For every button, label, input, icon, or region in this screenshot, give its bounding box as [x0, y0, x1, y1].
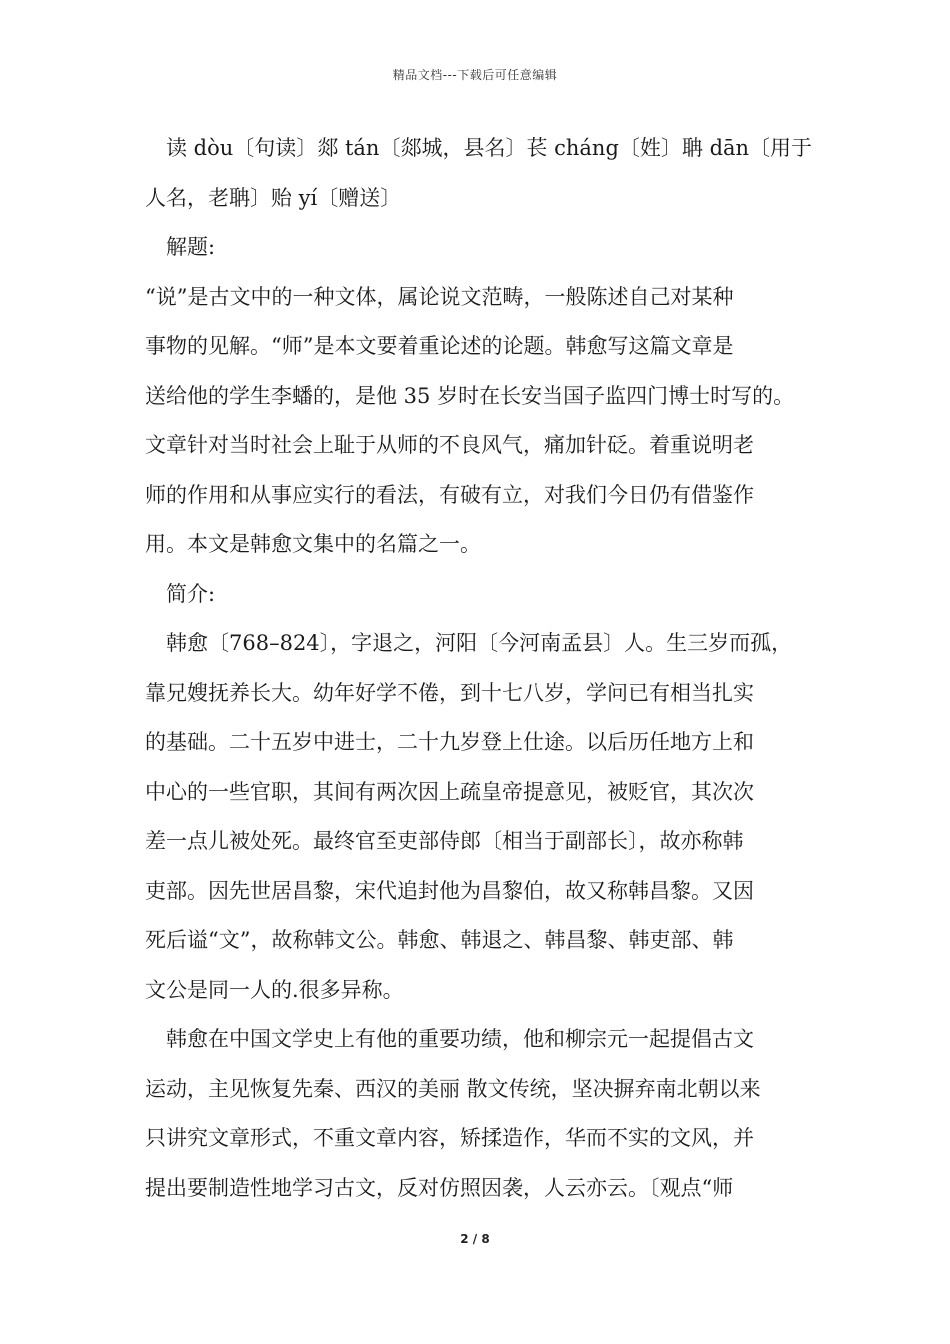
text-line: 只讲究文章形式，不重文章内容，矫揉造作，华而不实的文风，并	[145, 1126, 754, 1150]
text-line: 文公是同一人的.很多异称。	[145, 977, 404, 1002]
text-line: 靠兄嫂抚养长大。幼年好学不倦，到十七八岁，学问已有相当扎实	[145, 680, 754, 705]
text-line: 文章针对当时社会上耻于从师的不良风气，痛加针砭。着重说明老	[145, 433, 754, 457]
text-line: 简介:	[166, 581, 216, 606]
page-header: 精品文档---下载后可任意编辑	[392, 68, 558, 82]
text-line: 提出要制造性地学习古文，反对仿照因袭，人云亦云。〔观点“师	[145, 1175, 734, 1200]
text-line: 吏部。因先世居昌黎，宋代追封他为昌黎伯，故又称韩昌黎。又因	[145, 878, 754, 903]
text-line: “说”是古文中的一种文体，属论说文范畴，一般陈述自己对某种	[145, 284, 734, 309]
text-line: 读 dòu〔句读〕郯 tán〔郯城，县名〕苌 cháng〔姓〕聃 dān〔用于	[166, 136, 813, 160]
text-line: 事物的见解。“师”是本文要着重论述的论题。韩愈写这篇文章是	[145, 334, 734, 358]
text-line: 人名，老聃〕贻 yí〔赠送〕	[145, 185, 402, 210]
text-line: 韩愈〔768–824〕，字退之，河阳〔今河南孟县〕人。生三岁而孤，	[166, 631, 793, 655]
text-line: 差一点儿被处死。最终官至吏部侍郎〔相当于副部长〕，故亦称韩	[145, 829, 744, 853]
text-line: 的基础。二十五岁中进士，二十九岁登上仕途。以后历任地方上和	[145, 730, 754, 754]
document-body	[145, 124, 813, 1213]
text-line: 韩愈在中国文学史上有他的重要功绩，他和柳宗元一起提倡古文	[166, 1027, 754, 1051]
text-line: 送给他的学生李蟠的，是他 35 岁时在长安当国子监四门博士时写的。	[145, 383, 795, 408]
text-line: 死后谥“文”，故称韩文公。韩愈、韩退之、韩昌黎、韩吏部、韩	[145, 928, 734, 952]
text-line: 用。本文是韩愈文集中的名篇之一。	[145, 532, 481, 556]
text-line: 运动，主见恢复先秦、西汉的美丽 散文传统，坚决摒弃南北朝以来	[145, 1076, 761, 1101]
text-line: 中心的一些官职，其间有两次因上疏皇帝提意见，被贬官，其次次	[145, 779, 754, 804]
page-number: 2 / 8	[460, 1232, 490, 1246]
text-line: 师的作用和从事应实行的看法，有破有立，对我们今日仍有借鉴作	[145, 482, 754, 507]
text-line: 解题:	[166, 235, 216, 259]
